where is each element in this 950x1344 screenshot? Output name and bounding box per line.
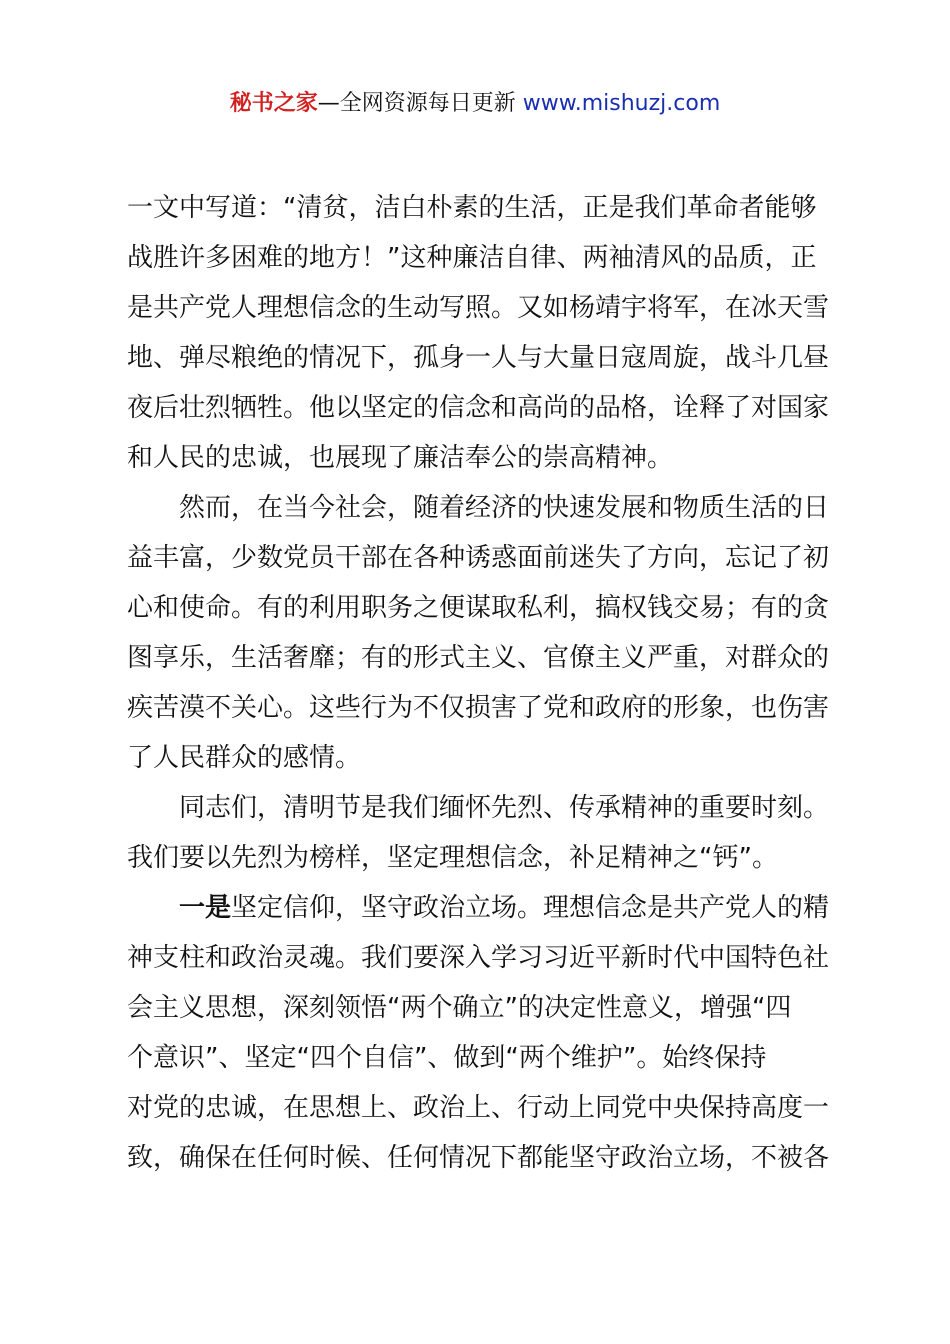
header-url-link[interactable]: www.mishuzj.com — [522, 91, 721, 116]
text-line: 会主义思想，深刻领悟“两个确立”的决定性意义，增强“四 — [127, 993, 792, 1023]
text-line: 夜后壮烈牺牲。他以坚定的信念和高尚的品格，诠释了对国家 — [127, 393, 830, 423]
text-line: 心和使命。有的利用职务之便谋取私利，搞权钱交易；有的贪 — [127, 593, 830, 623]
point-one-line — [127, 883, 835, 933]
text-line: 我们要以先烈为榜样，坚定理想信念，补足精神之“钙”。 — [127, 843, 778, 873]
paragraph-start-line: 然而，在当今社会，随着经济的快速发展和物质生活的日 — [179, 493, 830, 523]
text-line: 图享乐，生活奢靡；有的形式主义、官僚主义严重，对群众的 — [127, 643, 830, 673]
text-line: 是共产党人理想信念的生动写照。又如杨靖宇将军，在冰天雪 — [127, 293, 830, 323]
text-line: 益丰富，少数党员干部在各种诱惑面前迷失了方向，忘记了初 — [127, 543, 830, 573]
page-header — [0, 88, 950, 120]
text-line: 和人民的忠诚，也展现了廉洁奉公的崇高精神。 — [127, 443, 674, 473]
text-line: 一文中写道：“清贫，洁白朴素的生活，正是我们革命者能够 — [127, 193, 817, 223]
text-line: 个意识”、坚定“四个自信”、做到“两个维护”。始终保持 — [127, 1043, 767, 1073]
text-line: 地、弹尽粮绝的情况下，孤身一人与大量日寇周旋，战斗几昼 — [127, 343, 830, 373]
header-tagline: —全网资源每日更新 — [317, 91, 516, 116]
paragraph-start-line: 同志们，清明节是我们缅怀先烈、传承精神的重要时刻。 — [179, 793, 830, 823]
text-line: 战胜许多困难的地方！”这种廉洁自律、两袖清风的品质，正 — [127, 243, 817, 273]
point-one-label: 一是 — [179, 893, 232, 923]
point-one-text: 坚定信仰，坚守政治立场。理想信念是共产党人的精 — [231, 893, 830, 923]
text-line: 疾苦漠不关心。这些行为不仅损害了党和政府的形象，也伤害 — [127, 693, 830, 723]
text-line: 对党的忠诚，在思想上、政治上、行动上同党中央保持高度一 — [127, 1093, 830, 1123]
text-line: 了人民群众的感情。 — [127, 743, 362, 773]
brand-name: 秘书之家 — [229, 91, 318, 116]
text-line: 致，确保在任何时候、任何情况下都能坚守政治立场，不被各 — [127, 1143, 830, 1173]
document-body — [127, 183, 835, 1183]
text-line: 神支柱和政治灵魂。我们要深入学习习近平新时代中国特色社 — [127, 943, 830, 973]
